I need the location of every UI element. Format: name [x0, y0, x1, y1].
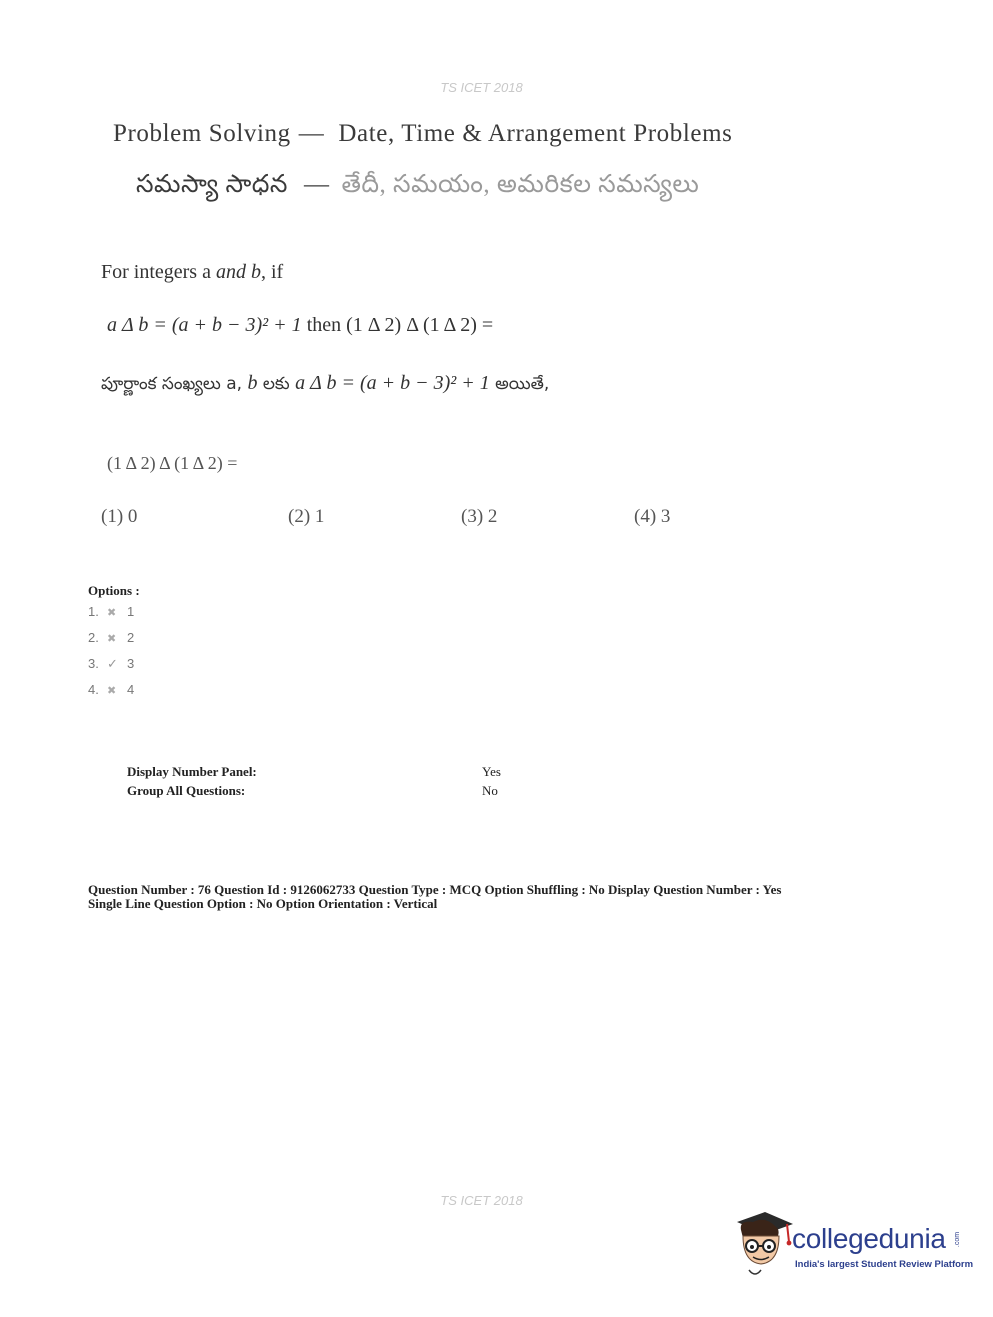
option-number: 1.: [88, 604, 99, 619]
option-row: [88, 682, 134, 697]
title-en-left: Problem Solving: [113, 120, 291, 147]
q2-then: then (1 Δ 2) Δ (1 Δ 2) =: [301, 314, 494, 336]
section-title-telugu: [136, 171, 699, 205]
question-line-4: (1 Δ 2) Δ (1 Δ 2) =: [107, 453, 238, 473]
option-number: 2.: [88, 630, 99, 645]
title-dash: —: [298, 120, 325, 147]
option-number: 4.: [88, 682, 99, 697]
q1-prefix: For integers a: [101, 261, 211, 283]
meta-value: No: [482, 783, 498, 798]
q1-and: and b: [215, 261, 261, 283]
option-number: 3.: [88, 656, 99, 671]
meta-display-number-panel: [127, 764, 501, 780]
q1-suffix: , if: [260, 261, 284, 283]
cross-icon: ✖: [107, 607, 117, 619]
title-te-left: సమస్యా సాధన: [136, 171, 288, 198]
watermark-bottom: TS ICET 2018: [440, 1193, 523, 1208]
meta-group-all-questions: [127, 783, 498, 799]
option-value: 4: [127, 682, 135, 697]
meta-value: Yes: [482, 764, 501, 779]
logo-wordmark: collegedunia: [792, 1223, 946, 1254]
logo-tagline: India's largest Student Review Platform: [795, 1259, 974, 1270]
cross-icon: ✖: [107, 685, 117, 697]
title-te-right: తేదీ, సమయం, అమరికల సమస్యలు: [341, 171, 700, 198]
option-value: 2: [127, 630, 135, 645]
q3-te-suffix: అయితే,: [489, 374, 550, 394]
answer-choice-4: (4) 3: [634, 506, 671, 527]
q3-b: b: [247, 372, 258, 394]
q2-expression: a Δ b = (a + b − 3)² + 1: [107, 314, 302, 336]
meta-label: Display Number Panel:: [127, 764, 257, 779]
q3-expression: a Δ b = (a + b − 3)² + 1: [295, 372, 490, 394]
watermark-top: TS ICET 2018: [440, 80, 523, 95]
options-heading: Options :: [88, 583, 140, 598]
option-row: [88, 656, 134, 672]
title-en-right: Date, Time & Arrangement Problems: [338, 120, 733, 147]
answer-choice-3: (3) 2: [461, 506, 498, 527]
answer-choice-1: (1) 0: [101, 506, 138, 527]
q3-te-mid: లకు: [257, 374, 296, 394]
q3-te-prefix: పూర్ణాంక సంఖ్యలు a,: [101, 374, 248, 394]
title-te-dash: —: [303, 171, 330, 198]
option-row: [88, 630, 134, 645]
option-value: 3: [127, 656, 135, 671]
cross-icon: ✖: [107, 633, 117, 645]
meta-label: Group All Questions:: [127, 783, 246, 798]
option-value: 1: [127, 604, 135, 619]
question-info-line-1: Question Number : 76 Question Id : 9126062733 Question Type : MCQ Option Shuffling : No Display Question Number : Yes: [88, 882, 782, 897]
question-line-3-telugu: [101, 372, 549, 398]
logo-suffix: .com: [954, 1231, 962, 1248]
answer-choice-2: (2) 1: [288, 506, 325, 527]
question-line-1: [101, 261, 283, 284]
section-title-english: [113, 120, 732, 148]
question-info-line-2: Single Line Question Option : No Option Orientation : Vertical: [88, 896, 438, 911]
check-icon: ✓: [107, 656, 118, 671]
question-line-2: [107, 314, 493, 337]
option-row: [88, 604, 134, 619]
